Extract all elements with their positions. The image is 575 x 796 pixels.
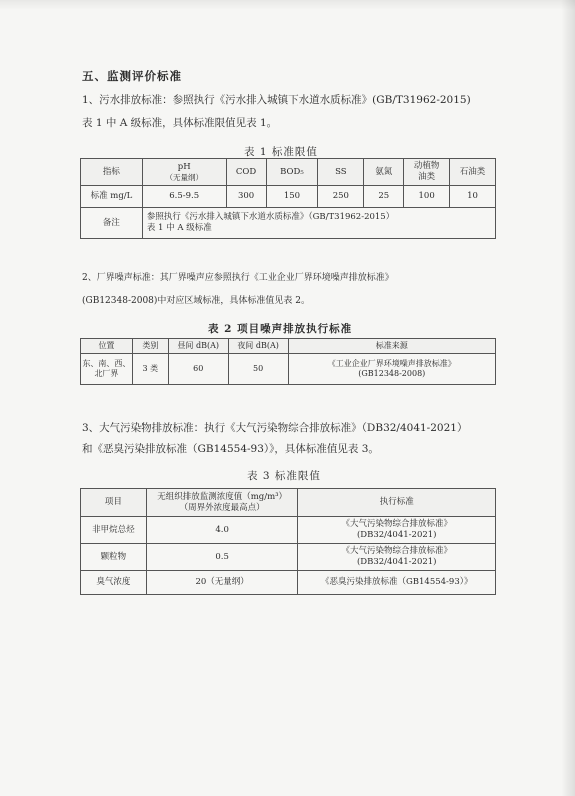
table2-header-category: 类别 [132, 339, 168, 354]
table1-header-indicator: 指标 [81, 159, 143, 186]
table2-header-position: 位置 [81, 339, 133, 354]
oil-label-line2: 油类 [418, 172, 436, 182]
noise-standard-line2: (GB12348-2008)中对应区域标准，具体标准值见表 2。 [82, 296, 310, 306]
note-line1: 参照执行《污水排入城镇下水道水质标准》（GB/T31962-2015） [146, 212, 395, 223]
value-oil: 100 [404, 186, 450, 208]
table-row [81, 186, 496, 208]
air-standard-line1: 《大气污染物综合排放标准》 [341, 519, 452, 530]
noise-standard-line1: 2、厂界噪声标准：其厂界噪声应参照执行《工业企业厂界环境噪声排放标准》 [82, 273, 394, 283]
value-ammonia: 25 [364, 186, 404, 208]
value-petroleum: 10 [450, 186, 496, 208]
table1-header-ph [142, 159, 226, 186]
noise-day: 60 [168, 354, 228, 385]
table1-header-row [81, 159, 496, 186]
air-limit: 4.0 [146, 517, 298, 544]
noise-standard-table [80, 338, 496, 385]
air-limit: 0.5 [146, 544, 298, 571]
ph-label: pH [177, 162, 191, 172]
value-ph: 6.5-9.5 [142, 186, 226, 208]
limit-header-line1: 无组织排放监测浓度值（mg/m³） [157, 491, 288, 502]
air-standard-line2: (DB32/4041-2021) [356, 530, 437, 540]
table-row [81, 544, 496, 571]
table3-header-row [81, 489, 496, 517]
position-line1: 东、南、西、 [82, 359, 131, 368]
note-content [142, 208, 495, 239]
oil-label-line1: 动植物 [413, 161, 440, 172]
table-row [81, 354, 496, 385]
table3-header-limit [146, 489, 298, 517]
value-bod: 150 [266, 186, 318, 208]
table1-header-ss: SS [318, 159, 364, 186]
table1-header-oil [404, 159, 450, 186]
air-item: 非甲烷总烃 [81, 517, 147, 544]
table2-header-row [81, 339, 496, 354]
air-standard-line1: 3、大气污染物排放标准：执行《大气污染物综合排放标准》（DB32/4041-2021） [82, 422, 468, 434]
value-ss: 250 [318, 186, 364, 208]
section-heading: 五、监测评价标准 [82, 69, 182, 83]
noise-source [288, 354, 495, 385]
table-row [81, 208, 496, 239]
limit-header-line2: （周界外浓度最高点） [179, 502, 265, 513]
table2-header-source: 标准来源 [288, 339, 495, 354]
table3-caption: 表 3 标准限值 [247, 470, 321, 482]
table1-caption: 表 1 标准限值 [244, 146, 318, 158]
air-standard-line2: 和《恶臭污染排放标准（GB14554-93）》，具体标准值见表 3。 [82, 443, 379, 455]
air-standard: 《恶臭污染排放标准（GB14554-93）》 [298, 571, 496, 595]
table1-header-bod: BOD₅ [266, 159, 318, 186]
water-standard-line2: 表 1 中 A 级标准，具体标准限值见表 1。 [82, 117, 278, 129]
scan-top-shadow [0, 0, 575, 10]
table2-header-night: 夜间 dB(A) [228, 339, 288, 354]
water-standard-table [80, 158, 496, 239]
table-row [81, 571, 496, 595]
air-standard [298, 544, 496, 571]
air-standard-line2: (DB32/4041-2021) [356, 557, 437, 567]
table2-header-day: 昼间 dB(A) [168, 339, 228, 354]
noise-position [81, 354, 133, 385]
table3-header-standard: 执行标准 [298, 489, 496, 517]
table2-caption: 表 2 项目噪声排放执行标准 [208, 323, 353, 335]
air-limit: 20（无量纲） [146, 571, 298, 595]
air-item: 颗粒物 [81, 544, 147, 571]
position-line2: 北厂界 [94, 369, 119, 378]
air-standard [298, 517, 496, 544]
table1-header-ammonia: 氨氮 [364, 159, 404, 186]
source-line1: 《工业企业厂界环境噪声排放标准》 [327, 359, 456, 368]
air-item: 臭气浓度 [81, 571, 147, 595]
table-row [81, 517, 496, 544]
ph-unit: （无量纲） [165, 172, 203, 182]
note-line2: 表 1 中 A 级标准 [146, 223, 212, 233]
value-cod: 300 [226, 186, 266, 208]
source-line2: (GB12348-2008) [358, 369, 426, 378]
air-standard-line1: 《大气污染物综合排放标准》 [341, 546, 452, 557]
scan-edge-shadow [561, 0, 575, 796]
noise-night: 50 [228, 354, 288, 385]
air-standard-table [80, 488, 496, 595]
row-label: 标准 mg/L [81, 186, 143, 208]
noise-category: 3 类 [132, 354, 168, 385]
water-standard-line1: 1、污水排放标准：参照执行《污水排入城镇下水道水质标准》(GB/T31962-2015) [82, 94, 471, 106]
table3-header-item: 项目 [81, 489, 147, 517]
table1-header-petroleum: 石油类 [450, 159, 496, 186]
note-label: 备注 [81, 208, 143, 239]
table1-header-cod: COD [226, 159, 266, 186]
